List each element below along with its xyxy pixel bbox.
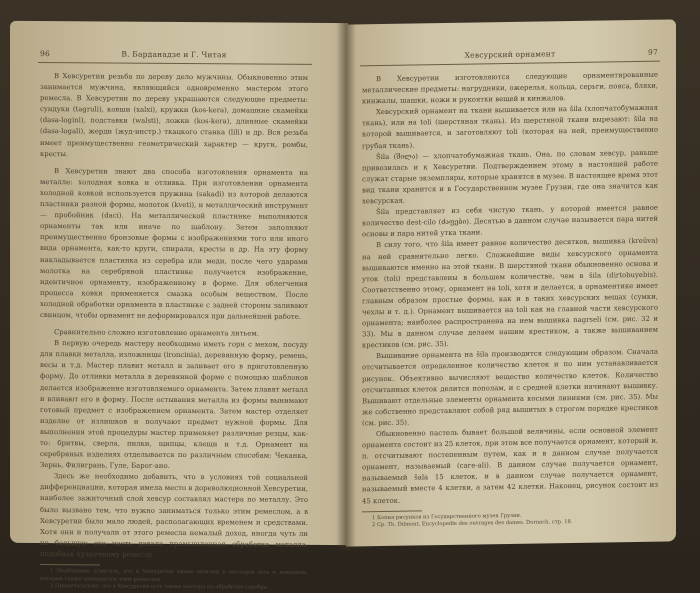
right-page-body: [362, 70, 658, 530]
right-paragraph-3: Šila (შილა) — хлопчатобумажная ткань. Она, по словам хевсур, раньше привозилась и к Хевсуретии. Подтверждением этому в настоящей работе служат старые экземпляры, которые хранятся в музее. В настоящее время этот вид ткани хранится и в Государственном музее Грузии, где она значится как хевсурская.: [362, 148, 658, 206]
right-page-number: 97: [648, 47, 658, 57]
left-paragraph-2: В Хевсуретии знают два способа изготовления орнамента на металле: холодная ковка и отливка. При изготовлении орнамента холодной ковкой используется пружина (sakadi) из которой делаются пластинки разной формы, молоток (kveti), и металлический инструмент — пробойник (daci). На металлической пластинке выполняются орнаменты так или иначе по шаблону. Затем заполняют преимущественно бронзовые формы с изображениями того или иного вида орнамента, как-то круги, спирали, кресты и др. На эту форму накладывается пластинка из серебра или меди, после чего ударами молотка на серебряной пластинке получается изображение, идентичное орнаменту, изображенному в форме. Для облегчения процесса ковки применяется смазка особым веществом. После холодной обработки орнамента в пластинке с задней стороны заливают свинцом, чтобы орнамент не деформировался при дальнейшей работе.: [40, 166, 308, 321]
left-paragraph-4: В первую очередь мастеру необходимо иметь горн с мехом, посуду для плавки металла, изложницы (ironcinia), деревянную форму, ремень, весы и т.д. Мастер плавит металл и заливает его в приготовленную форму. До отливки металла в деревянной форме с помощью шаблонов делается изображение изготовляемого орнамента. Затем плавят металл и вливают его в форму. После остывания металла из формы вынимают готовый предмет с изображением орнамента. Затем мастер отделяет изделие от излишков и получают предмет нужной формы. Для выполнения этой процедуры мастер применяет различные резцы, как-то: бритвы, сверла, пилки, щипцы, клещи и т.д. Орнамент на серебряных изделиях отделывается по различным способам: Чеканка, Зернь, Филигрань, Гуле, Барог-ано.: [40, 339, 308, 471]
left-paragraph-5: Здесь же необходимо добавить, что в условиях той социальной дифференциации, которая имела место в дореволюционной Хевсуретии, наиболее зажиточный слой хевсур составлял мастера по металлу. Это было вызвано тем, что нужно заниматься только этим ремеслом, а в Хевсуретии было мало людей, располагающих временем и средствами. Хотя они и получали от этого ремесла немалый доход, иногда чуть ли не большую его часть давала промышленная обработка металла, подобная кузнечному ремеслу.: [40, 472, 308, 559]
right-paragraph-1: В Хевсуретии изготовляются следующие орнаментированные металлические предметы: нагрудники, ожерелья, кольца, серьги, пояса, бляхи, кинжалы, шашки, ножи и рукоятки вещей и кинжалов.: [362, 70, 658, 106]
right-footnote-1: 1 Копия рисунков из Государственного музея Грузии.: [372, 512, 522, 521]
right-footnote-rule: [362, 510, 422, 512]
left-page-body: [40, 71, 308, 592]
right-paragraph-7: Обыкновенно пастель бывает большой величины, если основной элемент орнамента состоит из 25 клеток, при этом все получается орнамент, который и. п. отсчитывают постепенным путем, как и в данном случае получается орнамент, называемый (саге-ali). В данном случае получается орнамент, называемый šala 15 клеток, и в данном случае получается орнамент, называемый вместе 4 клетки, а затем 42 клетки. Наконец, рисунок состоит из 45 клеток.: [362, 425, 658, 505]
right-paragraph-4: Šila представляет из себя чистую ткань, у которой имеется равное количество dest-cilo (ძაფები). Десятью в данном случае называется пара нитей основы и пара нитей утка ткани.: [362, 203, 658, 239]
right-paragraph-5: В силу того, что šila имеет равное количество десятков, вышивка (kreüva) на ней сравнительно легко. Сложнейшие виды хевсурского орнамента вышиваются именно на этой ткани. В шерстяной ткани обыкновенно основа и уток (toli) представлены в большем количестве, чем в šila (dirtobuyebis). Соответственно этому, орнамент на toli, хотя и делается, в орнаментике имеет главным образом простые формы, как и в таких хевсурских вещах (сумки, чехлы и т. д.). Орнамент вышивается на toli как на главной части хевсурского орнамента; наиболее распространена на нем вышивка nagrseli (см. рис. 32 и 33). Мы в данном случае делаем нашим крестиком, а также вышиванием крестиков (см. рис. 35).: [362, 237, 658, 350]
right-footnote-2: 2 Ср. Th. Dilmont, Encyclopedie des ouvrages des dames. Dornach, стр. 18.: [372, 519, 573, 529]
left-footnote-1: 1 Необходимо отметить, что в Хевсуретии кроме мужчин и мастеров есть и женщины, которые также занимаются этим ремеслом.: [40, 568, 308, 583]
right-paragraph-2: Хевсурский орнамент на ткани вышивается или на šila (хлопчатобумажная ткань), или на toli (шерстяная ткань). Из шерстяной ткани вырезают: šila на которой вышивается, и заготовляют toli (которая на ней, преимущественно грубая ткань).: [362, 103, 658, 150]
right-page: [346, 19, 676, 546]
left-footnote-2: 2 Примечательно, что в Хевсуретии есть также мастера по обработке серебра.: [50, 583, 269, 591]
left-running-head: В. Барданадзе и Г. Читая: [121, 49, 227, 60]
left-paragraph-1: В Хевсуретии резьба по дереву дело мужчины. Обыкновенно этим занимается мужчина, являющийся одновременно мастером этого ремесла. В Хевсуретии по дереву украшаются следующие предметы: сундуки (tagruli), ковши (xalxi), кружки (kos-kera), домашние скамейки (dasa-logini), подставки (walsti), ложки (kos-kera), длинные скамейки (dasa-logali), жерди (жуд-инстр.) ткацкого станка (lili) и др. Вся резьба имеет преимущественно геометрический характер — круги, ромбы, кресты.: [40, 72, 308, 158]
right-paragraph-6: Вышивание орнамента на šila производится следующим образом. Сначала отсчитывается определенное количество клеток и по ним устанавливается рисунок. Объективно вычисляют вещество количество клеток. Количество отсчитанных клеток делится пополам, и с средней клетки начинают вышивку. Вышивают отдельные элементы орнамента косыми линиями (см. рис. 35). Мы же собственно представляют собой ряд вышитых в строгом порядке крестиков (см. рис. 35).: [362, 348, 658, 428]
book-gutter-shadow: [336, 20, 356, 550]
left-paragraph-3: Сравнительно сложно изготовление орнамента литьем.: [54, 328, 259, 338]
left-page-number: 96: [40, 49, 50, 59]
left-page: [10, 21, 348, 591]
left-footnote-rule: [40, 564, 100, 565]
right-running-head: Хевсурский орнамент: [464, 49, 556, 60]
left-page-header: [40, 49, 308, 63]
